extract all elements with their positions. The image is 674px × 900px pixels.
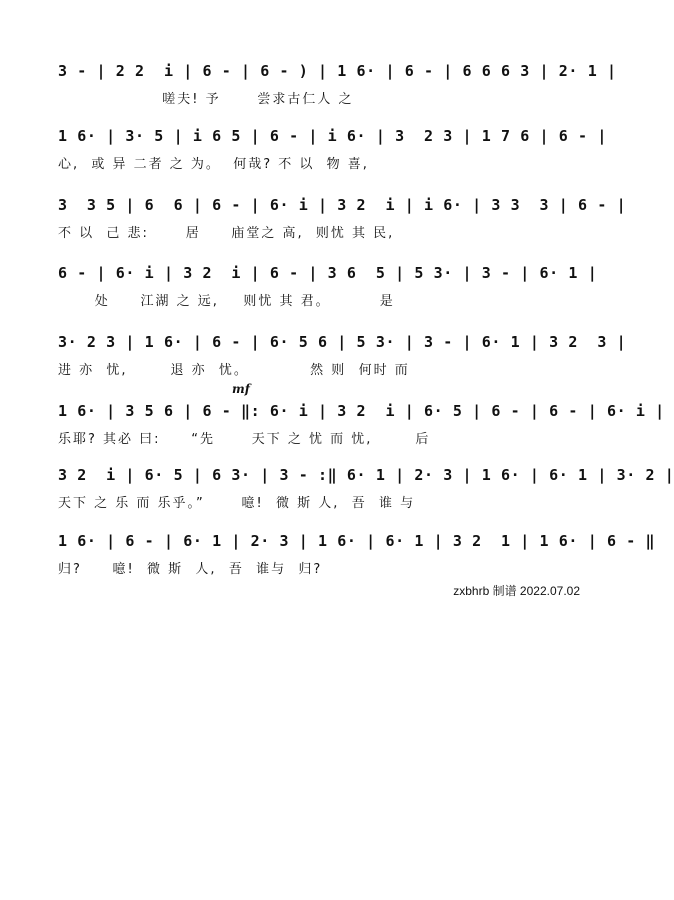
lyrics-line: 处 江湖 之 远, 则忧 其 君。 是 — [58, 294, 395, 309]
score-system-2 — [58, 121, 607, 187]
notation-line: 1 6· | 6 - | 6· 1 | 2· 3 | 1 6· | 6· 1 | 3 2 1 | 1 6· | 6 - ‖ — [58, 532, 656, 550]
notation-line: 3 2 i | 6· 5 | 6 3· | 3 - :‖ 6· 1 | 2· 3 | 1 6· | 6· 1 | 3· 2 | — [58, 466, 674, 484]
score-system-1 — [58, 56, 617, 122]
lyrics-line: 进 亦 忧, 退 亦 忧。 然 则 何时 而 — [58, 363, 410, 378]
score-system-5 — [58, 327, 627, 393]
score-system-3 — [58, 190, 627, 256]
notation-line: 6 - | 6· i | 3 2 i | 6 - | 3 6 5 | 5 3· | 3 - | 6· 1 | — [58, 264, 598, 282]
notation-line: 1 6· | 3 5 6 | 6 - ‖: 6· i | 3 2 i | 6· 5 | 6 - | 6 - | 6· i | — [58, 402, 665, 420]
dynamic-mark: mf — [232, 382, 250, 396]
score-system-6 — [58, 382, 665, 462]
notation-line: 1 6· | 3· 5 | i 6 5 | 6 - | i 6· | 3 2 3 | 1 7 6 | 6 - | — [58, 127, 607, 145]
notation-line: 3· 2 3 | 1 6· | 6 - | 6· 5 6 | 5 3· | 3 - | 6· 1 | 3 2 3 | — [58, 333, 627, 351]
lyrics-line: 心, 或 异 二者 之 为。 何哉? 不 以 物 喜, — [58, 157, 369, 172]
score-system-4 — [58, 258, 598, 324]
lyrics-line: 不 以 己 悲: 居 庙堂之 高, 则忧 其 民, — [58, 226, 395, 241]
lyrics-line: 乐耶? 其必 曰: “先 天下 之 忧 而 忧, 后 — [58, 432, 431, 447]
lyrics-line: 嗟夫! 予 尝求古仁人 之 — [58, 92, 354, 107]
transcriber-credit: zxbhrb 制谱 2022.07.02 — [453, 584, 580, 598]
lyrics-line: 天下 之 乐 而 乐乎。” 噫! 微 斯 人, 吾 谁 与 — [58, 496, 416, 511]
notation-line: 3 3 5 | 6 6 | 6 - | 6· i | 3 2 i | i 6· | 3 3 3 | 6 - | — [58, 196, 627, 214]
notation-line: 3 - | 2 2 i | 6 - | 6 - ) | 1 6· | 6 - | 6 6 6 3 | 2· 1 | — [58, 62, 617, 80]
lyrics-line: 归? 噫! 微 斯 人, 吾 谁与 归? — [58, 562, 323, 577]
score-system-7 — [58, 460, 674, 526]
